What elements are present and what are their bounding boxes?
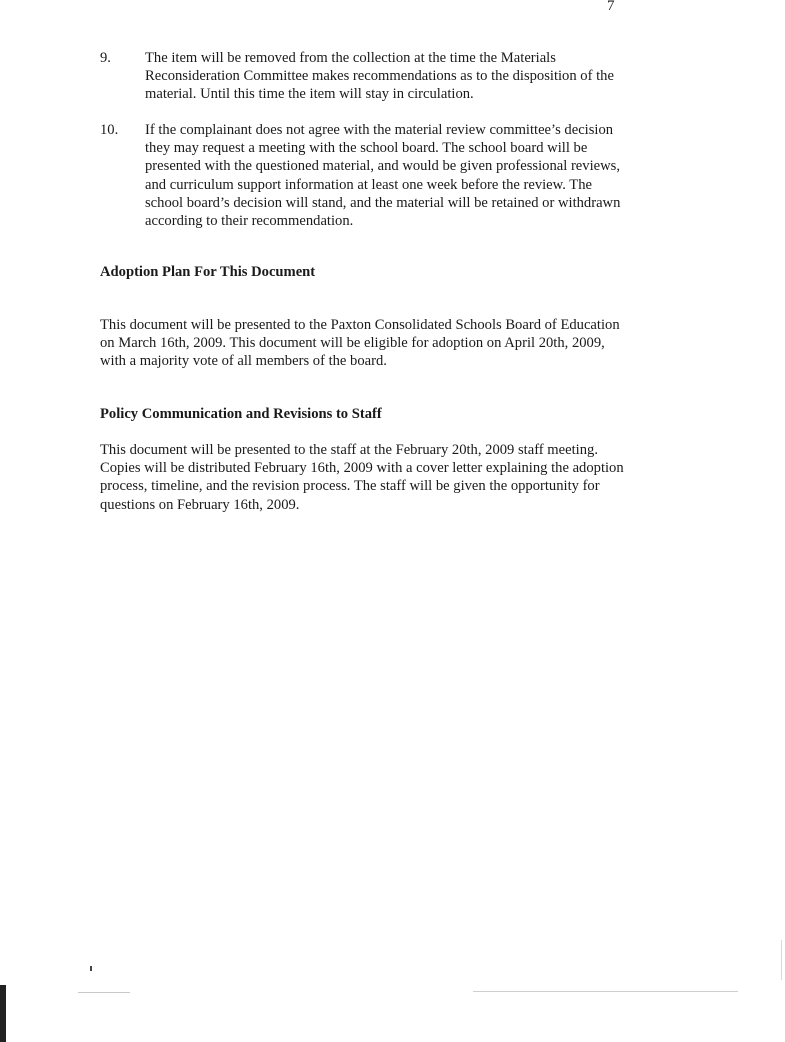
list-item [100,49,660,104]
list-item [100,121,660,230]
scan-artifact-line [473,991,738,992]
list-item-number: 10. [100,122,119,138]
section-heading-policy-communication: Policy Communication and Revisions to Staff [100,406,382,422]
section-body-adoption-plan: This document will be presented to the Paxton Consolidated Schools Board of Education on March 16th, 2009. This document will be eligible for adoption on April 20th, 2009, with a majority vote of all members of the board. [100,317,620,370]
page-number: 7 [607,0,615,14]
scan-speck [90,966,92,971]
scan-artifact-line [78,992,130,993]
section-body-policy-communication: This document will be presented to the staff at the February 20th, 2009 staff meeting. Copies will be distributed February 16th, 2009 with a cover letter explaining the adoption process, timeline, and the revision process. The staff will be given the opportunity for questions on February 16th, 2009. [100,442,624,513]
scan-edge-line [781,940,782,980]
list-item-text: If the complainant does not agree with the material review committee’s decision they may request a meeting with the school board. The school board will be presented with the questioned material, and would be given professional reviews, and curriculum support information at least one week before the review. The school board’s decision will stand, and the material will be retained or withdrawn according to their recommendation. [145,122,621,230]
section-heading-adoption-plan: Adoption Plan For This Document [100,264,316,280]
scan-edge-shadow [0,985,6,1042]
list-item-text: The item will be removed from the collection at the time the Materials Reconsideration Committee makes recommendations as to the disposition of the material. Until this time the item will stay in circulation. [145,50,614,103]
list-item-number: 9. [100,50,111,66]
